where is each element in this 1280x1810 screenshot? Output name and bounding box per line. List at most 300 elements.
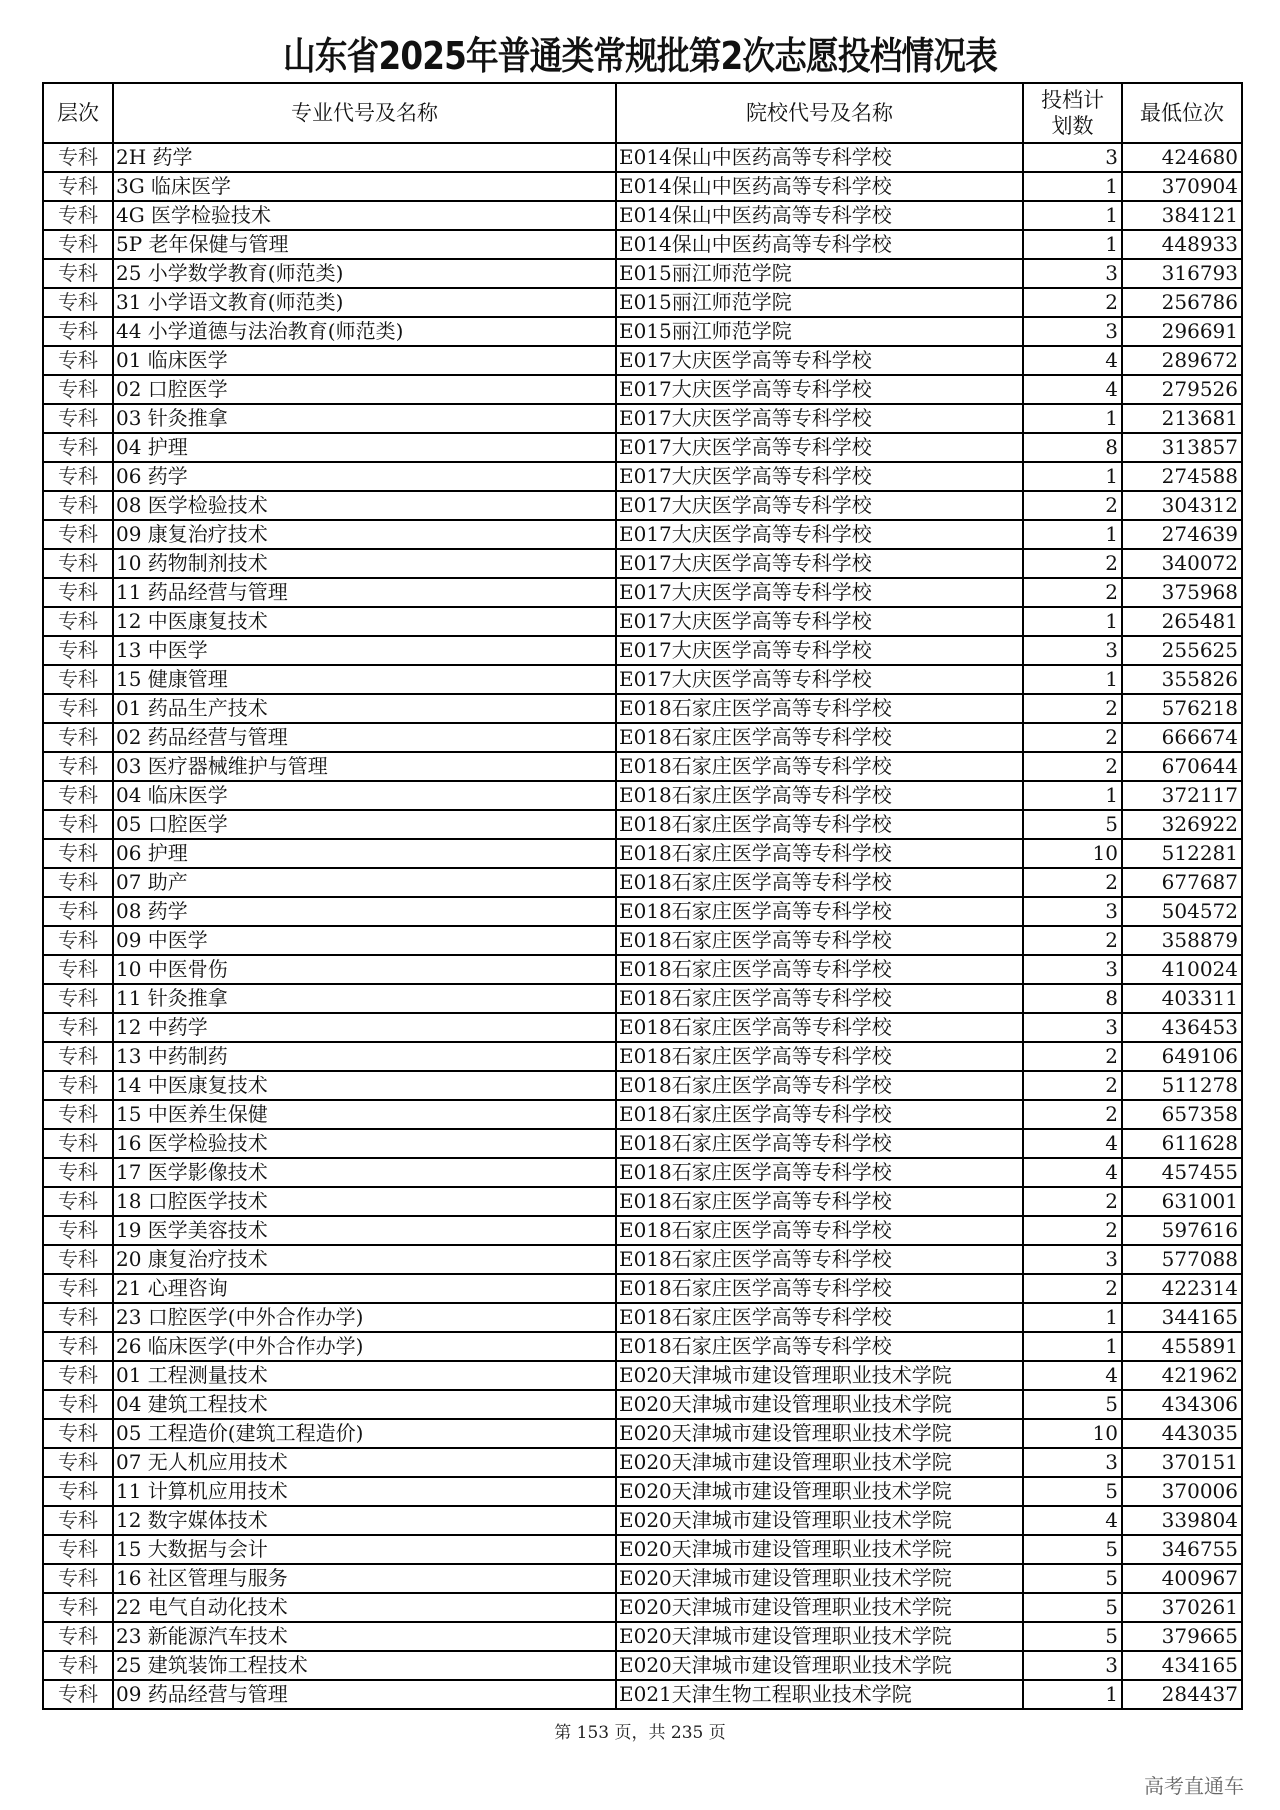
- cell-major: 26 临床医学(中外合作办学): [113, 1332, 616, 1361]
- cell-major: 14 中医康复技术: [113, 1071, 616, 1100]
- cell-school: E014保山中医药高等专科学校: [616, 230, 1023, 259]
- table-row: [43, 810, 1242, 839]
- cell-major: 06 药学: [113, 462, 616, 491]
- cell-rank: 512281: [1122, 839, 1242, 868]
- cell-plan: 2: [1023, 1071, 1122, 1100]
- table-row: [43, 1303, 1242, 1332]
- table-row: [43, 839, 1242, 868]
- cell-rank: 448933: [1122, 230, 1242, 259]
- cell-level: 专科: [43, 1680, 113, 1709]
- cell-major: 13 中药制药: [113, 1042, 616, 1071]
- cell-major: 08 药学: [113, 897, 616, 926]
- table-row: [43, 1593, 1242, 1622]
- cell-school: E020天津城市建设管理职业技术学院: [616, 1419, 1023, 1448]
- cell-major: 19 医学美容技术: [113, 1216, 616, 1245]
- cell-major: 21 心理咨询: [113, 1274, 616, 1303]
- table-row: [43, 1651, 1242, 1680]
- cell-plan: 1: [1023, 230, 1122, 259]
- cell-rank: 511278: [1122, 1071, 1242, 1100]
- cell-school: E018石家庄医学高等专科学校: [616, 810, 1023, 839]
- cell-plan: 2: [1023, 1216, 1122, 1245]
- table-row: [43, 1622, 1242, 1651]
- cell-major: 16 医学检验技术: [113, 1129, 616, 1158]
- table-row: [43, 1187, 1242, 1216]
- table-row: [43, 433, 1242, 462]
- cell-rank: 284437: [1122, 1680, 1242, 1709]
- cell-plan: 5: [1023, 1477, 1122, 1506]
- table-row: [43, 1100, 1242, 1129]
- cell-school: E017大庆医学高等专科学校: [616, 549, 1023, 578]
- cell-school: E018石家庄医学高等专科学校: [616, 984, 1023, 1013]
- cell-rank: 358879: [1122, 926, 1242, 955]
- cell-major: 12 中药学: [113, 1013, 616, 1042]
- cell-level: 专科: [43, 1477, 113, 1506]
- cell-school: E018石家庄医学高等专科学校: [616, 1013, 1023, 1042]
- cell-major: 01 药品生产技术: [113, 694, 616, 723]
- cell-level: 专科: [43, 346, 113, 375]
- cell-school: E018石家庄医学高等专科学校: [616, 1071, 1023, 1100]
- cell-level: 专科: [43, 1535, 113, 1564]
- cell-plan: 2: [1023, 694, 1122, 723]
- cell-plan: 2: [1023, 1100, 1122, 1129]
- cell-plan: 2: [1023, 491, 1122, 520]
- cell-plan: 1: [1023, 404, 1122, 433]
- cell-plan: 1: [1023, 172, 1122, 201]
- document-title: 山东省2025年普通类常规批第2次志愿投档情况表: [283, 34, 997, 78]
- table-row: [43, 1564, 1242, 1593]
- table-row: [43, 1361, 1242, 1390]
- cell-major: 04 建筑工程技术: [113, 1390, 616, 1419]
- table-row: [43, 607, 1242, 636]
- cell-plan: 4: [1023, 1129, 1122, 1158]
- cell-rank: 443035: [1122, 1419, 1242, 1448]
- cell-level: 专科: [43, 1013, 113, 1042]
- cell-level: 专科: [43, 491, 113, 520]
- table-row: [43, 984, 1242, 1013]
- cell-school: E015丽江师范学院: [616, 288, 1023, 317]
- cell-school: E017大庆医学高等专科学校: [616, 665, 1023, 694]
- table-row: [43, 462, 1242, 491]
- cell-plan: 5: [1023, 1535, 1122, 1564]
- cell-plan: 2: [1023, 1042, 1122, 1071]
- cell-rank: 677687: [1122, 868, 1242, 897]
- cell-rank: 370151: [1122, 1448, 1242, 1477]
- cell-level: 专科: [43, 607, 113, 636]
- cell-rank: 379665: [1122, 1622, 1242, 1651]
- cell-major: 09 中医学: [113, 926, 616, 955]
- cell-major: 18 口腔医学技术: [113, 1187, 616, 1216]
- cell-major: 08 医学检验技术: [113, 491, 616, 520]
- table-row: [43, 1506, 1242, 1535]
- table-row: [43, 1042, 1242, 1071]
- table-row: [43, 1419, 1242, 1448]
- table-row: [43, 926, 1242, 955]
- cell-level: 专科: [43, 549, 113, 578]
- cell-plan: 1: [1023, 520, 1122, 549]
- table-row: [43, 317, 1242, 346]
- cell-school: E021天津生物工程职业技术学院: [616, 1680, 1023, 1709]
- header-plan-line1: 投档计: [1041, 88, 1104, 112]
- header-rank: 最低位次: [1122, 83, 1242, 143]
- cell-rank: 384121: [1122, 201, 1242, 230]
- cell-school: E018石家庄医学高等专科学校: [616, 926, 1023, 955]
- cell-level: 专科: [43, 1332, 113, 1361]
- cell-level: 专科: [43, 694, 113, 723]
- cell-level: 专科: [43, 1506, 113, 1535]
- cell-school: E020天津城市建设管理职业技术学院: [616, 1361, 1023, 1390]
- cell-level: 专科: [43, 1129, 113, 1158]
- cell-major: 02 药品经营与管理: [113, 723, 616, 752]
- cell-major: 06 护理: [113, 839, 616, 868]
- cell-major: 15 健康管理: [113, 665, 616, 694]
- cell-level: 专科: [43, 288, 113, 317]
- table-row: [43, 288, 1242, 317]
- cell-rank: 455891: [1122, 1332, 1242, 1361]
- cell-rank: 631001: [1122, 1187, 1242, 1216]
- cell-school: E014保山中医药高等专科学校: [616, 143, 1023, 172]
- table-row: [43, 868, 1242, 897]
- cell-school: E018石家庄医学高等专科学校: [616, 1187, 1023, 1216]
- cell-level: 专科: [43, 230, 113, 259]
- cell-rank: 410024: [1122, 955, 1242, 984]
- cell-plan: 5: [1023, 1593, 1122, 1622]
- cell-rank: 346755: [1122, 1535, 1242, 1564]
- cell-rank: 597616: [1122, 1216, 1242, 1245]
- cell-plan: 10: [1023, 1419, 1122, 1448]
- table-row: [43, 1216, 1242, 1245]
- cell-plan: 1: [1023, 1680, 1122, 1709]
- cell-rank: 436453: [1122, 1013, 1242, 1042]
- cell-major: 17 医学影像技术: [113, 1158, 616, 1187]
- cell-level: 专科: [43, 143, 113, 172]
- cell-school: E017大庆医学高等专科学校: [616, 491, 1023, 520]
- cell-rank: 339804: [1122, 1506, 1242, 1535]
- cell-plan: 1: [1023, 607, 1122, 636]
- cell-rank: 434165: [1122, 1651, 1242, 1680]
- cell-level: 专科: [43, 636, 113, 665]
- cell-major: 25 小学数学教育(师范类): [113, 259, 616, 288]
- admission-table: [42, 82, 1243, 1710]
- cell-major: 23 新能源汽车技术: [113, 1622, 616, 1651]
- cell-rank: 422314: [1122, 1274, 1242, 1303]
- cell-plan: 1: [1023, 462, 1122, 491]
- cell-level: 专科: [43, 723, 113, 752]
- cell-level: 专科: [43, 1448, 113, 1477]
- cell-school: E017大庆医学高等专科学校: [616, 607, 1023, 636]
- cell-level: 专科: [43, 462, 113, 491]
- cell-rank: 355826: [1122, 665, 1242, 694]
- cell-rank: 421962: [1122, 1361, 1242, 1390]
- cell-level: 专科: [43, 1390, 113, 1419]
- cell-level: 专科: [43, 317, 113, 346]
- cell-plan: 1: [1023, 1332, 1122, 1361]
- table-header-row: [43, 83, 1242, 143]
- cell-school: E020天津城市建设管理职业技术学院: [616, 1593, 1023, 1622]
- cell-plan: 1: [1023, 781, 1122, 810]
- cell-plan: 3: [1023, 1651, 1122, 1680]
- cell-level: 专科: [43, 810, 113, 839]
- cell-rank: 213681: [1122, 404, 1242, 433]
- cell-school: E018石家庄医学高等专科学校: [616, 1042, 1023, 1071]
- cell-major: 05 工程造价(建筑工程造价): [113, 1419, 616, 1448]
- table-row: [43, 143, 1242, 172]
- cell-rank: 370006: [1122, 1477, 1242, 1506]
- cell-level: 专科: [43, 259, 113, 288]
- cell-rank: 296691: [1122, 317, 1242, 346]
- cell-major: 31 小学语文教育(师范类): [113, 288, 616, 317]
- table-row: [43, 1245, 1242, 1274]
- cell-level: 专科: [43, 404, 113, 433]
- table-row: [43, 781, 1242, 810]
- cell-plan: 3: [1023, 955, 1122, 984]
- cell-major: 44 小学道德与法治教育(师范类): [113, 317, 616, 346]
- cell-plan: 2: [1023, 288, 1122, 317]
- cell-plan: 4: [1023, 1158, 1122, 1187]
- cell-rank: 256786: [1122, 288, 1242, 317]
- table-row: [43, 578, 1242, 607]
- cell-plan: 4: [1023, 1506, 1122, 1535]
- cell-major: 10 中医骨伤: [113, 955, 616, 984]
- cell-major: 12 中医康复技术: [113, 607, 616, 636]
- cell-school: E018石家庄医学高等专科学校: [616, 1274, 1023, 1303]
- cell-school: E020天津城市建设管理职业技术学院: [616, 1448, 1023, 1477]
- cell-level: 专科: [43, 752, 113, 781]
- cell-rank: 434306: [1122, 1390, 1242, 1419]
- cell-level: 专科: [43, 375, 113, 404]
- cell-level: 专科: [43, 172, 113, 201]
- cell-plan: 2: [1023, 723, 1122, 752]
- cell-major: 20 康复治疗技术: [113, 1245, 616, 1274]
- cell-school: E017大庆医学高等专科学校: [616, 433, 1023, 462]
- table-row: [43, 1332, 1242, 1361]
- cell-school: E015丽江师范学院: [616, 317, 1023, 346]
- cell-plan: 1: [1023, 201, 1122, 230]
- cell-level: 专科: [43, 665, 113, 694]
- cell-school: E020天津城市建设管理职业技术学院: [616, 1535, 1023, 1564]
- cell-plan: 3: [1023, 1245, 1122, 1274]
- cell-level: 专科: [43, 868, 113, 897]
- cell-rank: 255625: [1122, 636, 1242, 665]
- cell-school: E018石家庄医学高等专科学校: [616, 1100, 1023, 1129]
- cell-plan: 2: [1023, 549, 1122, 578]
- cell-school: E017大庆医学高等专科学校: [616, 462, 1023, 491]
- cell-plan: 4: [1023, 375, 1122, 404]
- cell-plan: 2: [1023, 1274, 1122, 1303]
- cell-level: 专科: [43, 1187, 113, 1216]
- cell-major: 13 中医学: [113, 636, 616, 665]
- table-row: [43, 520, 1242, 549]
- table-row: [43, 404, 1242, 433]
- cell-level: 专科: [43, 1651, 113, 1680]
- cell-rank: 424680: [1122, 143, 1242, 172]
- cell-major: 01 临床医学: [113, 346, 616, 375]
- cell-plan: 5: [1023, 810, 1122, 839]
- cell-rank: 344165: [1122, 1303, 1242, 1332]
- cell-rank: 657358: [1122, 1100, 1242, 1129]
- cell-plan: 10: [1023, 839, 1122, 868]
- cell-school: E018石家庄医学高等专科学校: [616, 1303, 1023, 1332]
- cell-major: 2H 药学: [113, 143, 616, 172]
- cell-major: 10 药物制剂技术: [113, 549, 616, 578]
- cell-school: E018石家庄医学高等专科学校: [616, 1332, 1023, 1361]
- cell-rank: 403311: [1122, 984, 1242, 1013]
- cell-plan: 5: [1023, 1622, 1122, 1651]
- cell-major: 03 医疗器械维护与管理: [113, 752, 616, 781]
- cell-school: E017大庆医学高等专科学校: [616, 578, 1023, 607]
- cell-plan: 8: [1023, 433, 1122, 462]
- cell-level: 专科: [43, 1274, 113, 1303]
- cell-major: 12 数字媒体技术: [113, 1506, 616, 1535]
- cell-major: 5P 老年保健与管理: [113, 230, 616, 259]
- cell-rank: 265481: [1122, 607, 1242, 636]
- cell-plan: 2: [1023, 926, 1122, 955]
- cell-level: 专科: [43, 1158, 113, 1187]
- cell-school: E020天津城市建设管理职业技术学院: [616, 1651, 1023, 1680]
- cell-plan: 3: [1023, 636, 1122, 665]
- table-row: [43, 230, 1242, 259]
- cell-major: 11 针灸推拿: [113, 984, 616, 1013]
- cell-major: 3G 临床医学: [113, 172, 616, 201]
- cell-school: E018石家庄医学高等专科学校: [616, 1158, 1023, 1187]
- table-row: [43, 375, 1242, 404]
- cell-rank: 370904: [1122, 172, 1242, 201]
- cell-level: 专科: [43, 1361, 113, 1390]
- cell-major: 25 建筑装饰工程技术: [113, 1651, 616, 1680]
- cell-rank: 611628: [1122, 1129, 1242, 1158]
- cell-major: 15 中医养生保健: [113, 1100, 616, 1129]
- table-row: [43, 1477, 1242, 1506]
- cell-school: E017大庆医学高等专科学校: [616, 520, 1023, 549]
- cell-plan: 3: [1023, 1448, 1122, 1477]
- cell-rank: 457455: [1122, 1158, 1242, 1187]
- cell-rank: 375968: [1122, 578, 1242, 607]
- cell-school: E018石家庄医学高等专科学校: [616, 723, 1023, 752]
- cell-major: 04 临床医学: [113, 781, 616, 810]
- table-row: [43, 1680, 1242, 1709]
- cell-plan: 1: [1023, 665, 1122, 694]
- cell-plan: 1: [1023, 1303, 1122, 1332]
- cell-level: 专科: [43, 926, 113, 955]
- cell-school: E018石家庄医学高等专科学校: [616, 781, 1023, 810]
- cell-major: 16 社区管理与服务: [113, 1564, 616, 1593]
- header-level: 层次: [43, 83, 113, 143]
- cell-level: 专科: [43, 839, 113, 868]
- cell-plan: 3: [1023, 259, 1122, 288]
- cell-school: E017大庆医学高等专科学校: [616, 375, 1023, 404]
- cell-level: 专科: [43, 1622, 113, 1651]
- table-row: [43, 752, 1242, 781]
- cell-major: 07 助产: [113, 868, 616, 897]
- cell-level: 专科: [43, 520, 113, 549]
- cell-school: E020天津城市建设管理职业技术学院: [616, 1477, 1023, 1506]
- cell-rank: 576218: [1122, 694, 1242, 723]
- cell-level: 专科: [43, 1042, 113, 1071]
- cell-level: 专科: [43, 433, 113, 462]
- cell-major: 11 药品经营与管理: [113, 578, 616, 607]
- cell-level: 专科: [43, 897, 113, 926]
- cell-school: E018石家庄医学高等专科学校: [616, 752, 1023, 781]
- table-row: [43, 1129, 1242, 1158]
- table-row: [43, 1448, 1242, 1477]
- table-row: [43, 636, 1242, 665]
- table-row: [43, 201, 1242, 230]
- cell-level: 专科: [43, 1593, 113, 1622]
- header-plan: [1023, 83, 1122, 143]
- table-row: [43, 172, 1242, 201]
- cell-rank: 313857: [1122, 433, 1242, 462]
- cell-rank: 289672: [1122, 346, 1242, 375]
- cell-major: 4G 医学检验技术: [113, 201, 616, 230]
- cell-plan: 3: [1023, 897, 1122, 926]
- cell-major: 02 口腔医学: [113, 375, 616, 404]
- cell-major: 05 口腔医学: [113, 810, 616, 839]
- cell-level: 专科: [43, 1071, 113, 1100]
- cell-school: E014保山中医药高等专科学校: [616, 172, 1023, 201]
- table-row: [43, 1013, 1242, 1042]
- cell-rank: 504572: [1122, 897, 1242, 926]
- cell-school: E020天津城市建设管理职业技术学院: [616, 1564, 1023, 1593]
- header-school: 院校代号及名称: [616, 83, 1023, 143]
- cell-school: E018石家庄医学高等专科学校: [616, 1129, 1023, 1158]
- table-body: [43, 143, 1242, 1709]
- cell-major: 22 电气自动化技术: [113, 1593, 616, 1622]
- table-row: [43, 1158, 1242, 1187]
- cell-level: 专科: [43, 1303, 113, 1332]
- cell-level: 专科: [43, 781, 113, 810]
- cell-plan: 4: [1023, 346, 1122, 375]
- table-row: [43, 665, 1242, 694]
- cell-school: E018石家庄医学高等专科学校: [616, 694, 1023, 723]
- cell-plan: 3: [1023, 317, 1122, 346]
- cell-plan: 4: [1023, 1361, 1122, 1390]
- cell-major: 23 口腔医学(中外合作办学): [113, 1303, 616, 1332]
- cell-major: 07 无人机应用技术: [113, 1448, 616, 1477]
- cell-plan: 2: [1023, 868, 1122, 897]
- cell-level: 专科: [43, 1216, 113, 1245]
- cell-rank: 274588: [1122, 462, 1242, 491]
- cell-rank: 340072: [1122, 549, 1242, 578]
- cell-level: 专科: [43, 1100, 113, 1129]
- cell-rank: 670644: [1122, 752, 1242, 781]
- cell-rank: 304312: [1122, 491, 1242, 520]
- cell-plan: 5: [1023, 1564, 1122, 1593]
- table-row: [43, 346, 1242, 375]
- cell-level: 专科: [43, 955, 113, 984]
- cell-school: E020天津城市建设管理职业技术学院: [616, 1622, 1023, 1651]
- cell-plan: 8: [1023, 984, 1122, 1013]
- cell-rank: 372117: [1122, 781, 1242, 810]
- table-row: [43, 723, 1242, 752]
- cell-plan: 2: [1023, 752, 1122, 781]
- cell-school: E017大庆医学高等专科学校: [616, 404, 1023, 433]
- header-plan-line2: 划数: [1051, 114, 1094, 138]
- cell-school: E014保山中医药高等专科学校: [616, 201, 1023, 230]
- cell-rank: 316793: [1122, 259, 1242, 288]
- cell-rank: 370261: [1122, 1593, 1242, 1622]
- cell-school: E017大庆医学高等专科学校: [616, 346, 1023, 375]
- table-row: [43, 1274, 1242, 1303]
- table-row: [43, 1071, 1242, 1100]
- cell-major: 15 大数据与会计: [113, 1535, 616, 1564]
- cell-rank: 400967: [1122, 1564, 1242, 1593]
- cell-major: 09 康复治疗技术: [113, 520, 616, 549]
- cell-level: 专科: [43, 201, 113, 230]
- cell-major: 01 工程测量技术: [113, 1361, 616, 1390]
- cell-plan: 5: [1023, 1390, 1122, 1419]
- table-row: [43, 955, 1242, 984]
- cell-school: E020天津城市建设管理职业技术学院: [616, 1390, 1023, 1419]
- cell-school: E018石家庄医学高等专科学校: [616, 868, 1023, 897]
